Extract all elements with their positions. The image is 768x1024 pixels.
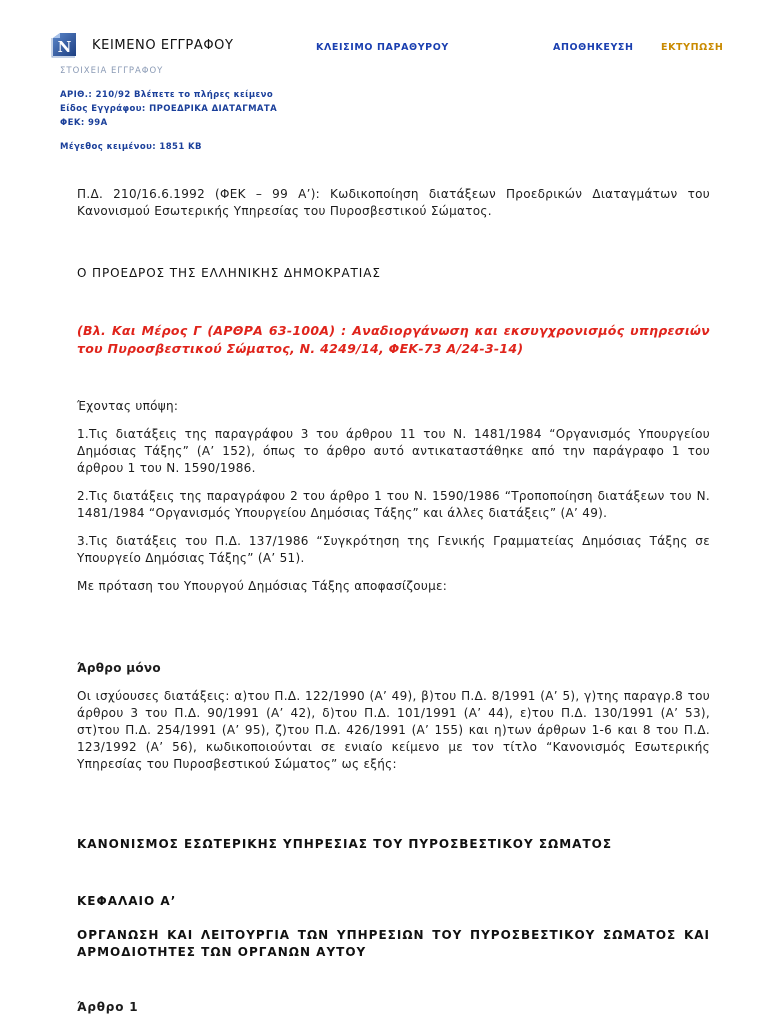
print-link[interactable]: ΕΚΤΥΠΩΣΗ	[661, 42, 724, 53]
document-number[interactable]: ΑΡΙΘ.: 210/92 Βλέπετε το πλήρες κείμενο	[60, 90, 274, 100]
related-law-note: (Βλ. Και Μέρος Γ (ΑΡΘΡΑ 63-100Α) : Αναδιοργάνωση και εκσυγχρονισμός υπηρεσιών του Πυροσβεστικού Σώματος, Ν. 4249/14, ΦΕΚ-73 Α/24-3-14)	[77, 323, 710, 356]
president-heading: Ο ΠΡΟΕΔΡΟΣ ΤΗΣ ΕΛΛΗΝΙΚΗΣ ΔΗΜΟΚΡΑΤΙΑΣ	[77, 266, 381, 280]
svg-text:N: N	[57, 38, 72, 56]
close-window-link[interactable]: ΚΛΕΙΣΙΜΟ ΠΑΡΑΘΥΡΟΥ	[316, 42, 449, 53]
consideration-item-3: 3.Τις διατάξεις του Π.Δ. 137/1986 “Συγκρότηση της Γενικής Γραμματείας Δημόσιας Τάξης σε Υπουργείο Δημόσιας Τάξης” (Α’ 51).	[77, 534, 710, 565]
document-info-label: ΣΤΟΙΧΕΙΑ ΕΓΓΡΑΦΟΥ	[60, 66, 164, 76]
considering-label: Έχοντας υπόψη:	[77, 399, 179, 413]
document-n-logo-icon	[50, 32, 78, 58]
document-size: Μέγεθος κειμένου: 1851 KB	[60, 142, 202, 152]
chapter-title: ΟΡΓΑΝΩΣΗ ΚΑΙ ΛΕΙΤΟΥΡΓΙΑ ΤΩΝ ΥΠΗΡΕΣΙΩΝ ΤΟΥ ΠΥΡΟΣΒΕΣΤΙΚΟΥ ΣΩΜΑΤΟΣ ΚΑΙ ΑΡΜΟΔΙΟΤΗΤΕΣ ΤΩΝ ΟΡΓΑΝΩΝ ΑΥΤΟΥ	[77, 928, 710, 959]
regulation-title: ΚΑΝΟΝΙΣΜΟΣ ΕΣΩΤΕΡΙΚΗΣ ΥΠΗΡΕΣΙΑΣ ΤΟΥ ΠΥΡΟΣΒΕΣΤΙΚΟΥ ΣΩΜΑΤΟΣ	[77, 837, 613, 851]
intro-paragraph: Π.Δ. 210/16.6.1992 (ΦΕΚ – 99 Α’): Κωδικοποίηση διατάξεων Προεδρικών Διαταγμάτων του Κανονισμού Εσωτερικής Υπηρεσίας του Πυροσβεστικού Σώματος.	[77, 187, 710, 218]
document-body	[77, 186, 710, 1016]
header-bar	[0, 0, 768, 62]
chapter-heading: ΚΕΦΑΛΑΙΟ Α’	[77, 894, 177, 908]
single-article-text: Οι ισχύουσες διατάξεις: α)του Π.Δ. 122/1990 (Α’ 49), β)του Π.Δ. 8/1991 (Α’ 5), γ)της παραγρ.8 του άρθρου 3 του Π.Δ. 90/1991 (Α’ 42), δ)του Π.Δ. 101/1991 (Α’ 44), ε)του Π.Δ. 130/1991 (Α’ 53), στ)του Π.Δ. 254/1991 (Α’ 95), ζ)του Π.Δ. 426/1991 (Α’ 155) και η)των άρθρων 1-6 και 8 του Π.Δ. 123/1992 (Α’ 56), κωδικοποιούνται σε ενιαίο κείμενο με τον τίτλο “Κανονισμός Εσωτερικής Υπηρεσίας του Πυροσβεστικού Σώματος” ως εξής:	[77, 689, 710, 771]
single-article-heading: Άρθρο μόνο	[77, 661, 161, 675]
article-1-heading: Άρθρο 1	[77, 1000, 139, 1014]
page-title: ΚΕΙΜΕΝΟ ΕΓΓΡΑΦΟΥ	[92, 38, 234, 53]
consideration-item-2: 2.Τις διατάξεις της παραγράφου 2 του άρθρο 1 του Ν. 1590/1986 “Τροποποίηση διατάξεων του Ν. 1481/1984 “Οργανισμός Υπουργείου Δημόσιας Τάξης” και άλλες διατάξεις” (Α’ 49).	[77, 489, 710, 520]
save-link[interactable]: ΑΠΟΘΗΚΕΥΣΗ	[553, 42, 634, 53]
document-fek: ΦΕΚ: 99Α	[60, 118, 108, 128]
document-info-panel	[60, 66, 277, 156]
consideration-item-1: 1.Τις διατάξεις της παραγράφου 3 του άρθρου 11 του Ν. 1481/1984 “Οργανισμός Υπουργείου Δημόσιας Τάξης” (Α’ 152), όπως το άρθρο αυτό αντικαταστάθηκε από την παράγραφο 1 του άρθρου 1 του Ν. 1590/1986.	[77, 427, 710, 475]
document-type: Είδος Εγγράφου: ΠΡΟΕΔΡΙΚΑ ΔΙΑΤΑΓΜΑΤΑ	[60, 104, 278, 114]
proposal-paragraph: Με πρόταση του Υπουργού Δημόσιας Τάξης αποφασίζουμε:	[77, 579, 448, 593]
